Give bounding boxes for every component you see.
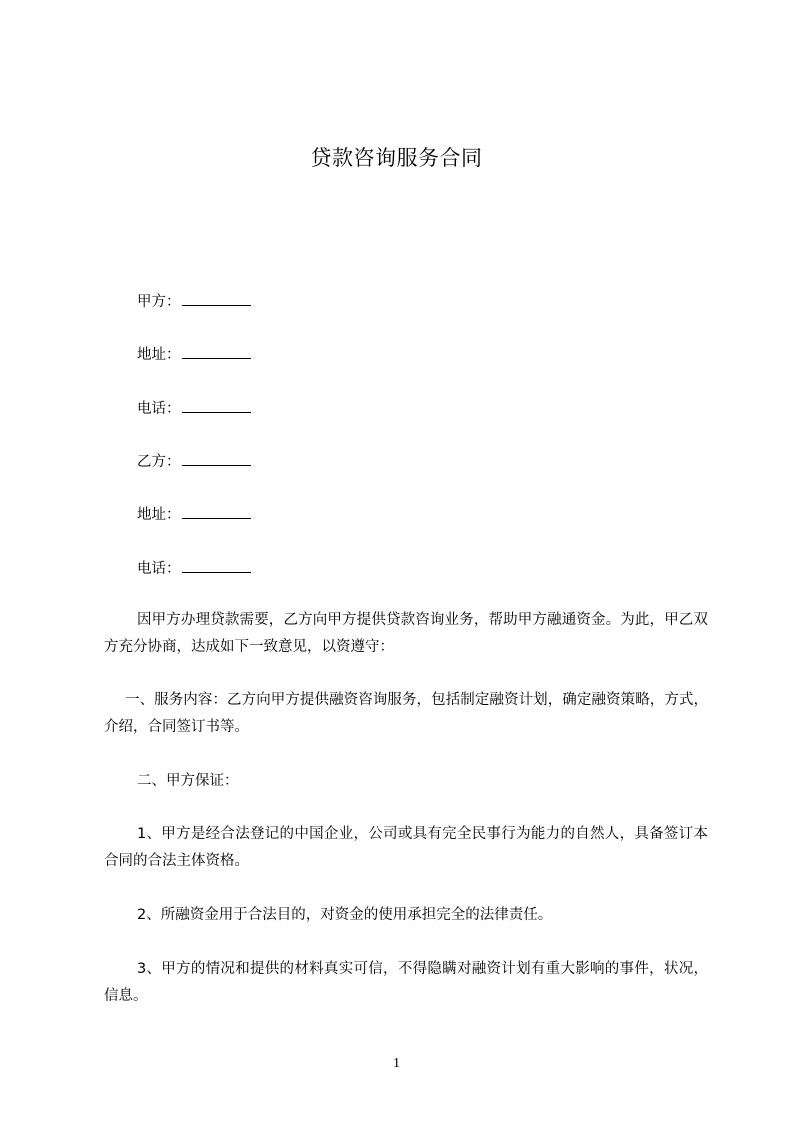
section-1-paragraph: 一、服务内容：乙方向甲方提供融资咨询服务，包括制定融资计划，确定融资策略，方式，介绍，合同签订书等。 [104, 692, 708, 735]
party-b-field [137, 452, 251, 471]
party-a-phone-label: 电话： [137, 401, 181, 417]
party-b-address-field [137, 505, 251, 524]
party-a-blank [182, 292, 251, 306]
item-2-paragraph: 2、所融资金用于合法目的，对资金的使用承担完全的法律责任。 [137, 907, 553, 923]
party-a-address-field [137, 345, 251, 364]
party-b-blank [182, 452, 251, 466]
party-a-phone-field [137, 399, 251, 418]
party-b-phone-blank [182, 559, 251, 573]
party-a-address-blank [182, 345, 251, 359]
section-2-heading: 二、甲方保证： [137, 773, 239, 789]
party-b-label: 乙方： [137, 454, 181, 470]
party-a-address-label: 地址： [137, 347, 181, 363]
intro-paragraph: 因甲方办理贷款需要，乙方向甲方提供贷款咨询业务，帮助甲方融通资金。为此，甲乙双方充分协商，达成如下一致意见，以资遵守： [104, 612, 708, 655]
party-b-phone-label: 电话： [137, 561, 181, 577]
party-b-phone-field [137, 559, 251, 578]
party-a-field [137, 292, 251, 311]
party-b-address-blank [182, 505, 251, 519]
party-a-label: 甲方： [137, 294, 181, 310]
item-1-paragraph: 1、甲方是经合法登记的中国企业，公司或具有完全民事行为能力的自然人，具备签订本合同的合法主体资格。 [104, 826, 708, 869]
party-b-address-label: 地址： [137, 507, 181, 523]
page-number: 1 [393, 1056, 400, 1071]
party-a-phone-blank [182, 399, 251, 413]
document-title: 贷款咨询服务合同 [310, 146, 483, 170]
item-3-paragraph: 3、甲方的情况和提供的材料真实可信，不得隐瞒对融资计划有重大影响的事件，状况，信息。 [104, 961, 708, 1004]
